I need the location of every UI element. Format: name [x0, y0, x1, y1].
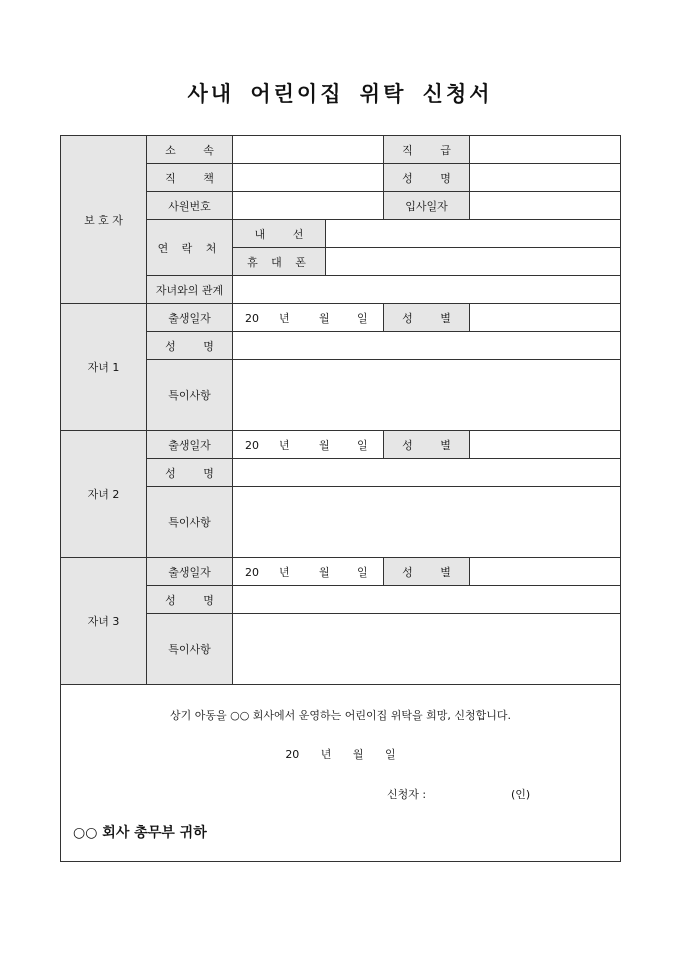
child-1-gender-field[interactable] — [470, 304, 621, 332]
guardian-name-label: 성 명 — [384, 164, 470, 192]
extension-label: 내 선 — [233, 220, 326, 248]
position-field[interactable] — [233, 164, 384, 192]
child-3-name-field[interactable] — [233, 586, 621, 614]
child-3-name-label: 성 명 — [147, 586, 233, 614]
application-statement: 상기 아동을 ○○ 회사에서 운영하는 어린이집 위탁을 희망, 신청합니다. — [169, 709, 512, 722]
page-title: 사내 어린이집 위탁 신청서 — [187, 81, 493, 106]
guardian-section-label: 보 호 자 — [61, 136, 147, 304]
child-1-name-field[interactable] — [233, 332, 621, 360]
join-date-field[interactable] — [470, 192, 621, 220]
child-2-birth-label: 출생일자 — [147, 431, 233, 459]
application-date[interactable]: 20 년 월 일 — [285, 748, 396, 761]
employee-no-field[interactable] — [233, 192, 384, 220]
child-3-section-label: 자녀 3 — [61, 558, 147, 685]
child-1-notes-label: 특이사항 — [147, 360, 233, 431]
application-form-table — [60, 135, 621, 862]
child-3-notes-field[interactable] — [233, 614, 621, 685]
affiliation-label: 소 속 — [147, 136, 233, 164]
child-2-birth-field[interactable]: 20 년 월 일 — [233, 431, 384, 459]
applicant-label: 신청자 : — [387, 788, 427, 801]
child-2-gender-label: 성 별 — [384, 431, 470, 459]
child-1-gender-label: 성 별 — [384, 304, 470, 332]
relation-label: 자녀와의 관계 — [147, 276, 233, 304]
child-3-row-birth — [61, 558, 621, 586]
mobile-label: 휴 대 폰 — [233, 248, 326, 276]
child-2-gender-field[interactable] — [470, 431, 621, 459]
mobile-field[interactable] — [326, 248, 621, 276]
child-3-gender-label: 성 별 — [384, 558, 470, 586]
child-3-notes-label: 특이사항 — [147, 614, 233, 685]
child-1-notes-field[interactable] — [233, 360, 621, 431]
child-1-birth-label: 출생일자 — [147, 304, 233, 332]
child-2-name-field[interactable] — [233, 459, 621, 487]
child-2-name-label: 성 명 — [147, 459, 233, 487]
footer-row — [61, 685, 621, 862]
child-1-name-label: 성 명 — [147, 332, 233, 360]
join-date-label: 입사일자 — [384, 192, 470, 220]
child-1-section-label: 자녀 1 — [61, 304, 147, 431]
guardian-row-affiliation — [61, 136, 621, 164]
child-2-notes-field[interactable] — [233, 487, 621, 558]
seal-mark: (인) — [511, 788, 531, 801]
child-1-row-birth — [61, 304, 621, 332]
child-2-section-label: 자녀 2 — [61, 431, 147, 558]
child-2-row-birth — [61, 431, 621, 459]
affiliation-field[interactable] — [233, 136, 384, 164]
position-label: 직 책 — [147, 164, 233, 192]
relation-field[interactable] — [233, 276, 621, 304]
child-3-birth-label: 출생일자 — [147, 558, 233, 586]
rank-label: 직 급 — [384, 136, 470, 164]
child-1-birth-field[interactable]: 20 년 월 일 — [233, 304, 384, 332]
extension-field[interactable] — [326, 220, 621, 248]
footer-cell — [61, 685, 621, 862]
child-3-gender-field[interactable] — [470, 558, 621, 586]
contact-label: 연 락 처 — [147, 220, 233, 276]
rank-field[interactable] — [470, 136, 621, 164]
addressee: ○○ 회사 총무부 귀하 — [73, 825, 207, 841]
child-3-birth-field[interactable]: 20 년 월 일 — [233, 558, 384, 586]
employee-no-label: 사원번호 — [147, 192, 233, 220]
child-2-notes-label: 특이사항 — [147, 487, 233, 558]
guardian-name-field[interactable] — [470, 164, 621, 192]
